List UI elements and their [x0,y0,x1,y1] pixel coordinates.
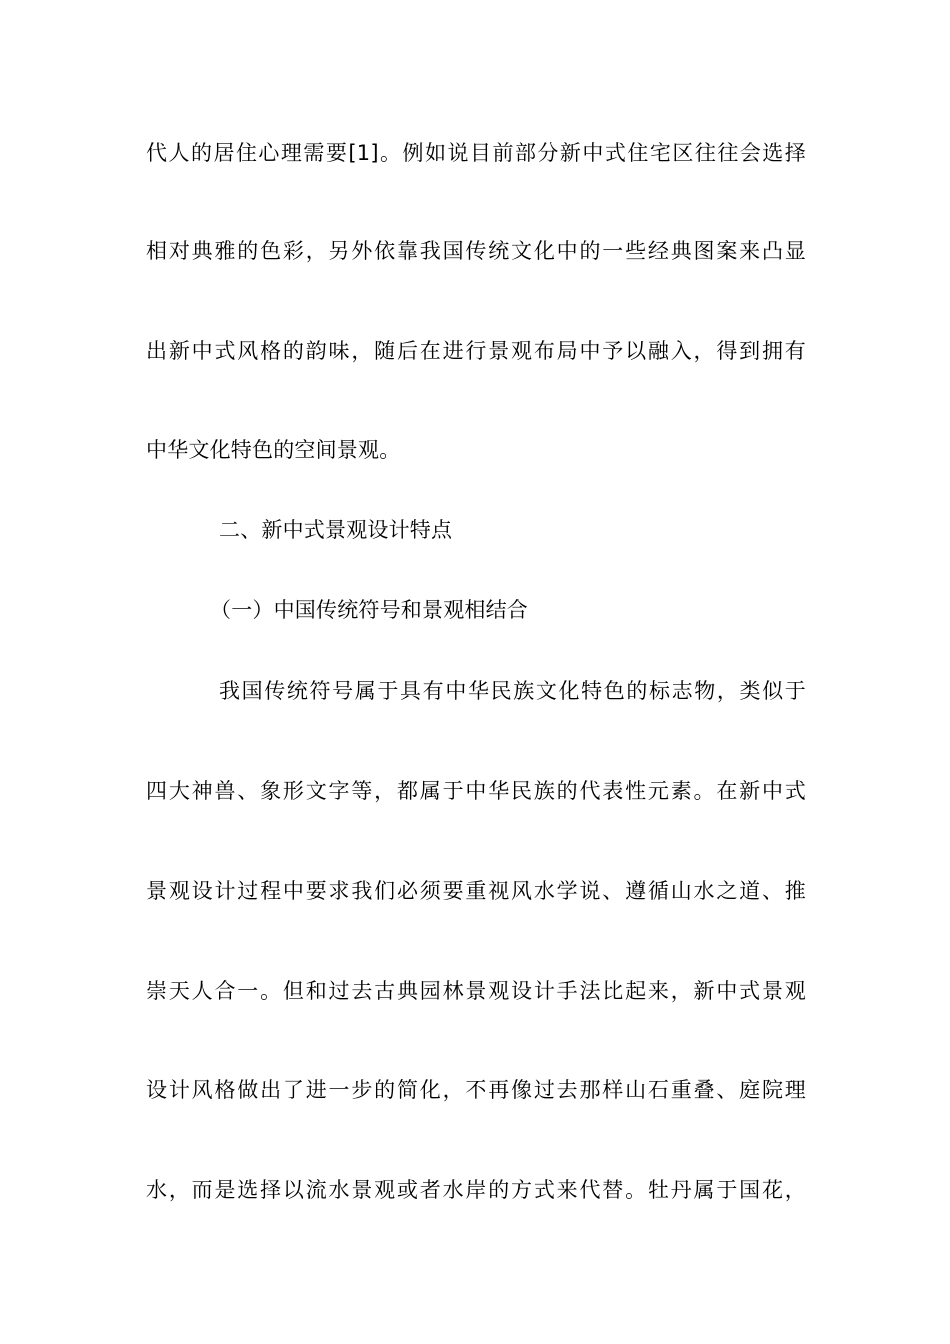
text-line: 代人的居住心理需要[1]。例如说目前部分新中式住宅区往往会选择 [146,141,806,165]
subsection-heading: （一）中国传统符号和景观相结合 [210,598,528,622]
text-line: 水，而是选择以流水景观或者水岸的方式来代替。牡丹属于国花， [146,1178,806,1202]
text-line: 景观设计过程中要求我们必须要重视风水学说、遵循山水之道、推 [146,879,806,903]
text-line: 设计风格做出了进一步的简化，不再像过去那样山石重叠、庭院理 [146,1078,806,1102]
text-line: 四大神兽、象形文字等，都属于中华民族的代表性元素。在新中式 [146,779,806,803]
text-line: 崇天人合一。但和过去古典园林景观设计手法比起来，新中式景观 [146,979,806,1003]
text-line: 我国传统符号属于具有中华民族文化特色的标志物，类似于 [219,679,806,703]
text-line: 相对典雅的色彩，另外依靠我国传统文化中的一些经典图案来凸显 [146,239,806,263]
section-heading: 二、新中式景观设计特点 [219,518,453,542]
text-line: 出新中式风格的韵味，随后在进行景观布局中予以融入，得到拥有 [146,339,806,363]
text-line: 中华文化特色的空间景观。 [146,438,401,462]
